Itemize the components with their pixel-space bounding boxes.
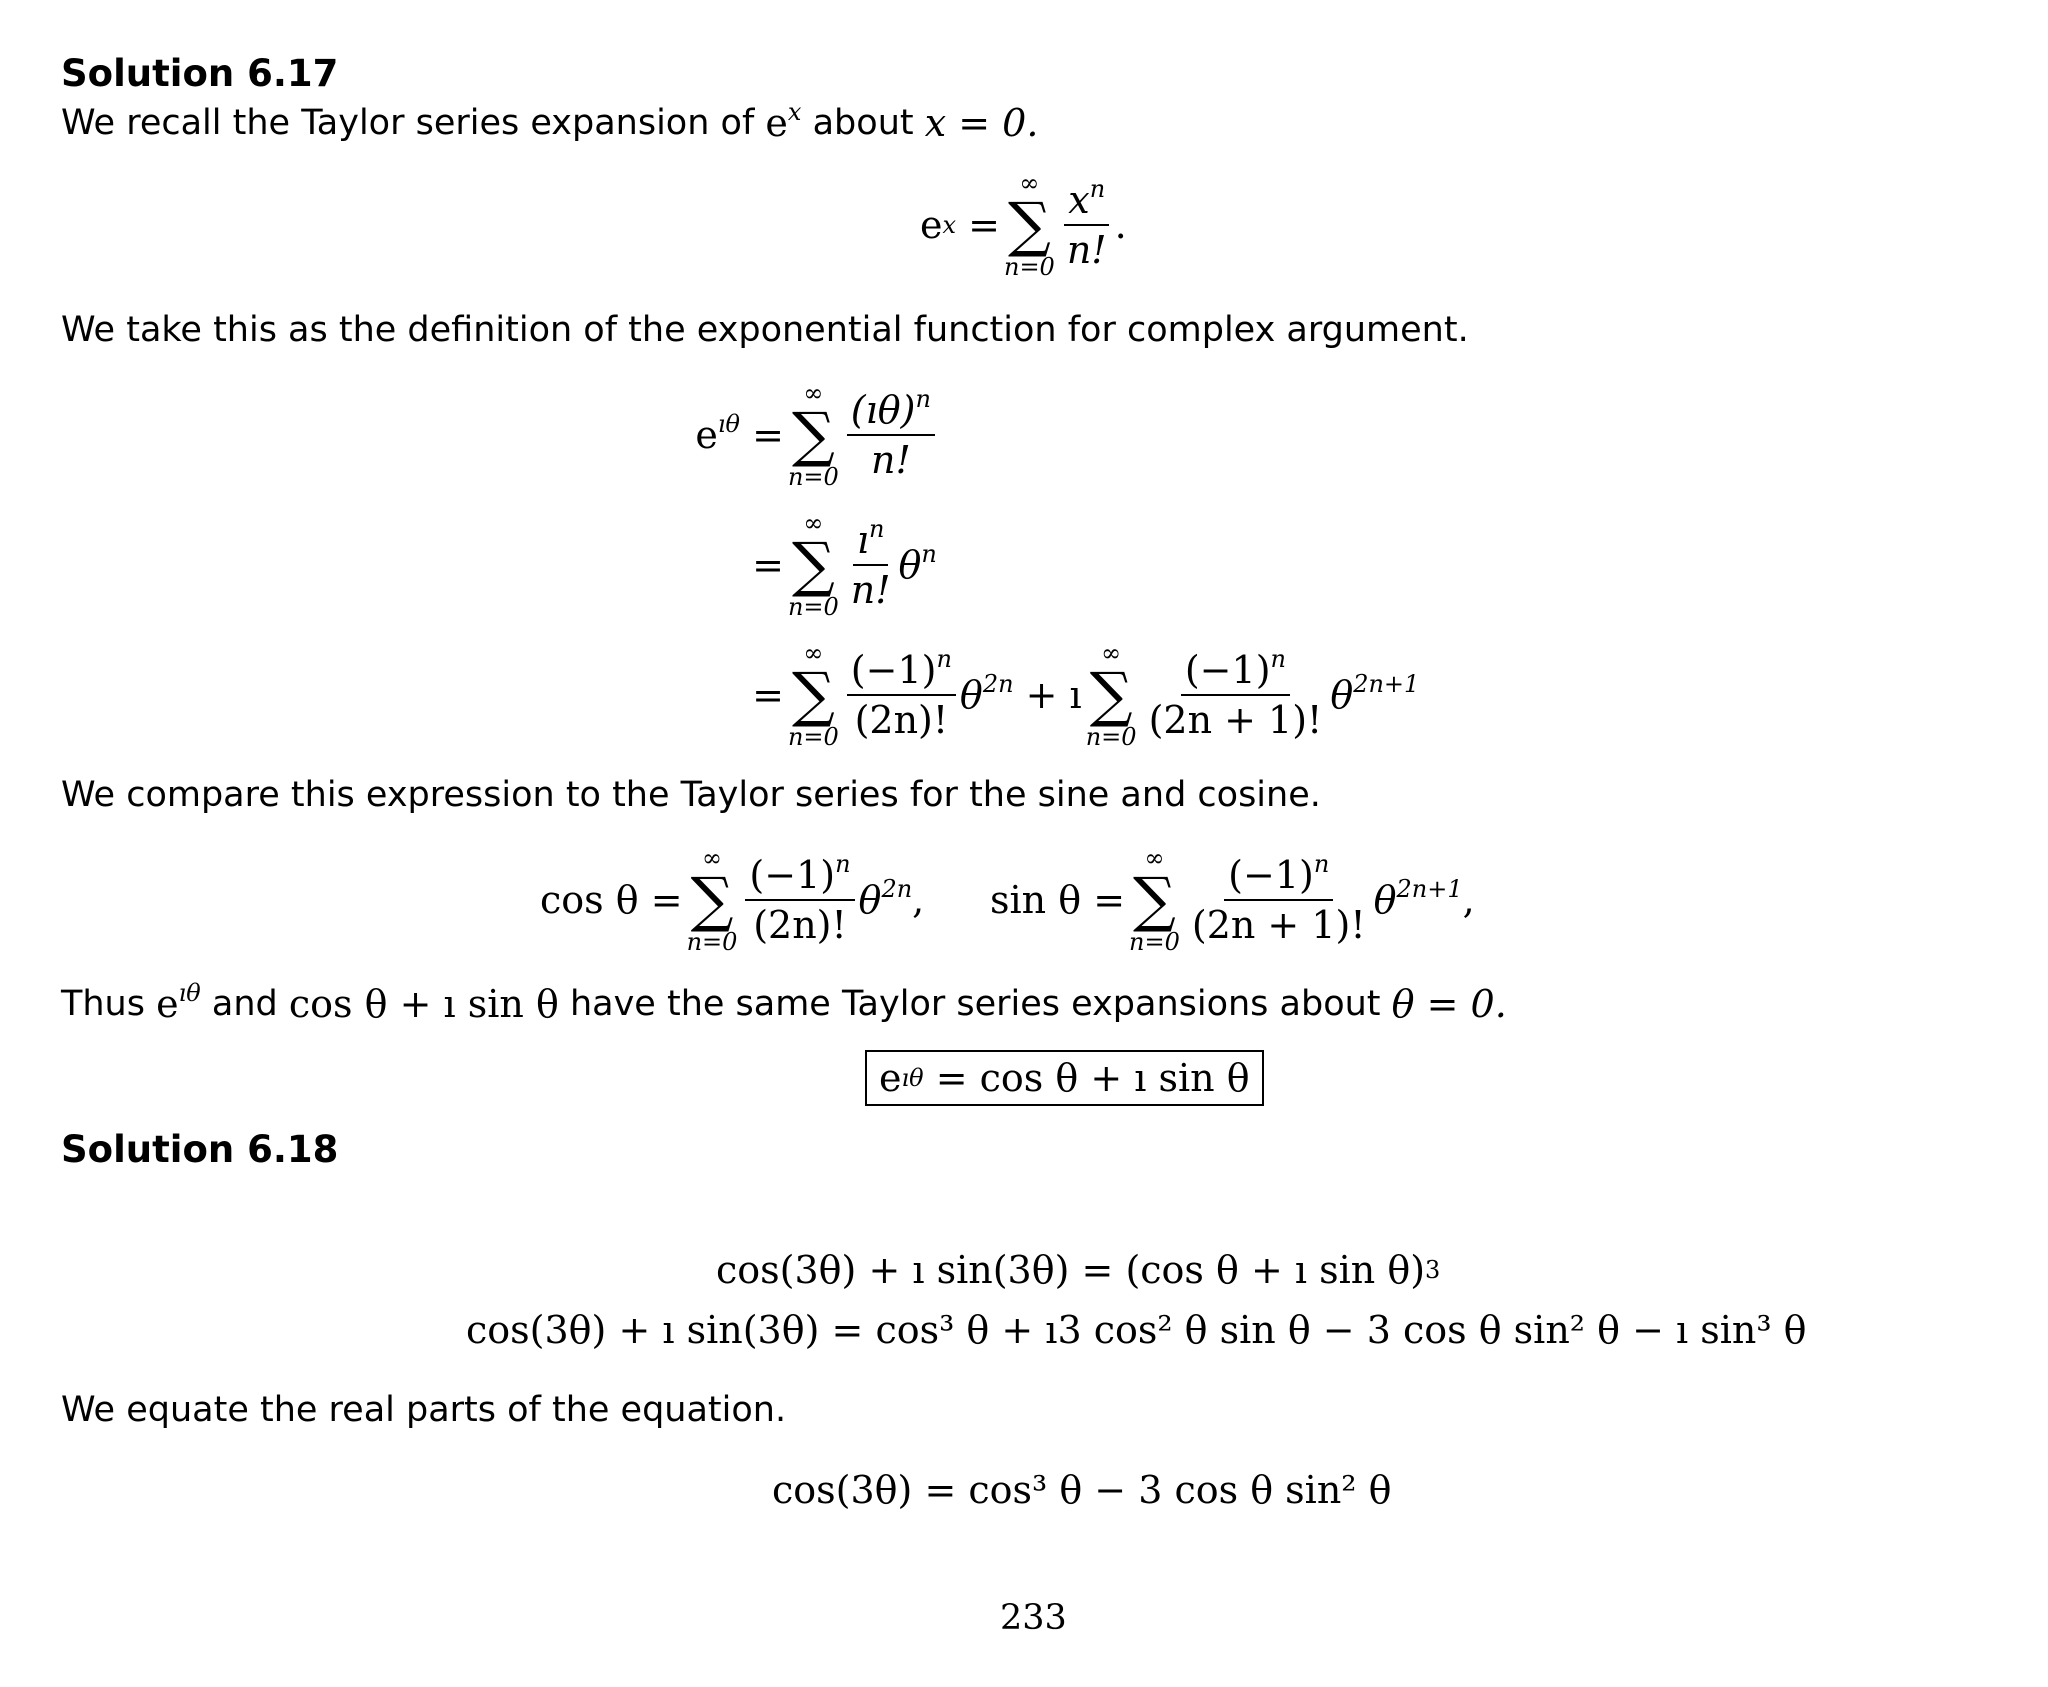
equate-text: We equate the real parts of the equation. bbox=[61, 1390, 787, 1430]
eq-result: cos(3θ) = cos³ θ − 3 cos θ sin² θ bbox=[772, 1468, 1392, 1512]
eq-align-3: = ∞ ∑ n=0 $\frac{(-1)^n}{(2n)!}$ $\theta^{2n}$ + ı ∞ ∑ n=0 $\frac{(-1)^n}{(2n + 1)!}$ $\theta^{2n+1}$ bbox=[752, 639, 1420, 751]
eq-align-1: $e^{ı\theta}$ = ∞ ∑ n=0 $\frac{(ı\theta)^n}{n!}$ bbox=[680, 380, 939, 490]
sum-symbol: ∞ ∑ n=0 bbox=[787, 639, 839, 751]
fraction: $\frac{(-1)^n}{(2n + 1)!}$ bbox=[1191, 850, 1366, 947]
intro-exp: $e^x$ bbox=[765, 98, 802, 145]
compare-text: We compare this expression to the Taylor series for the sine and cosine. bbox=[61, 775, 1321, 815]
eq-demoivre-2: cos(3θ) + ı sin(3θ) = cos³ θ + ı3 cos² θ sin θ − 3 cos θ sin² θ − ı sin³ θ bbox=[466, 1308, 1807, 1352]
thus-line: Thus $e^{ı\theta}$ and cos θ + ı sin θ have the same Taylor series expansions about θ = 0. bbox=[61, 979, 1507, 1026]
page-number: 233 bbox=[1000, 1598, 1067, 1638]
fraction: $\frac{(-1)^n}{(2n)!}$ bbox=[847, 648, 956, 742]
intro-text: We recall the Taylor series expansion of bbox=[61, 103, 755, 143]
fraction: $\frac{ı^n}{n!}$ bbox=[850, 515, 891, 612]
fraction: $\frac{(-1)^n}{(2n + 1)!}$ bbox=[1148, 645, 1323, 742]
intro-cond: x = 0. bbox=[924, 101, 1039, 145]
eq-demoivre-1: cos(3θ) + ı sin(3θ) = (cos θ + ı sin θ) 3 bbox=[716, 1248, 1441, 1292]
solution-title-6-18: Solution 6.18 bbox=[61, 1128, 339, 1171]
eq-sin-series: sin θ = ∞ ∑ n=0 $\frac{(-1)^n}{(2n + 1)!}$ $\theta^{2n+1}$ , bbox=[990, 844, 1475, 956]
sum-symbol: ∞ ∑ n=0 bbox=[787, 379, 839, 491]
sum-symbol: ∞ ∑ n=0 bbox=[686, 844, 738, 956]
intro-line bbox=[61, 98, 1039, 145]
fraction: $\frac{x^n}{n!}$ bbox=[1063, 178, 1111, 272]
sum-symbol: ∞ ∑ n=0 bbox=[787, 509, 839, 621]
eq-cos-series: cos θ = ∞ ∑ n=0 $\frac{(-1)^n}{(2n)!}$ $\theta^{2n}$ , bbox=[540, 844, 925, 956]
eq-taylor: e x = ∞ ∑ n=0 $\frac{x^n}{n!}$ . bbox=[920, 169, 1127, 281]
fraction: $\frac{(-1)^n}{(2n)!}$ bbox=[745, 853, 854, 947]
boxed-euler-formula: e ıθ = cos θ + ı sin θ bbox=[865, 1050, 1264, 1106]
definition-text: We take this as the definition of the exponential function for complex argument. bbox=[61, 310, 1469, 350]
sum-symbol: ∞ ∑ n=0 bbox=[1003, 169, 1055, 281]
sum-symbol: ∞ ∑ n=0 bbox=[1085, 639, 1137, 751]
eq-align-2: = ∞ ∑ n=0 $\frac{ı^n}{n!}$ $\theta^n$ bbox=[752, 509, 937, 621]
sum-symbol: ∞ ∑ n=0 bbox=[1129, 844, 1180, 956]
solution-title-6-17: Solution 6.17 bbox=[61, 52, 339, 95]
fraction: $\frac{(ı\theta)^n}{n!}$ bbox=[847, 388, 935, 482]
intro-about: about bbox=[812, 103, 914, 143]
